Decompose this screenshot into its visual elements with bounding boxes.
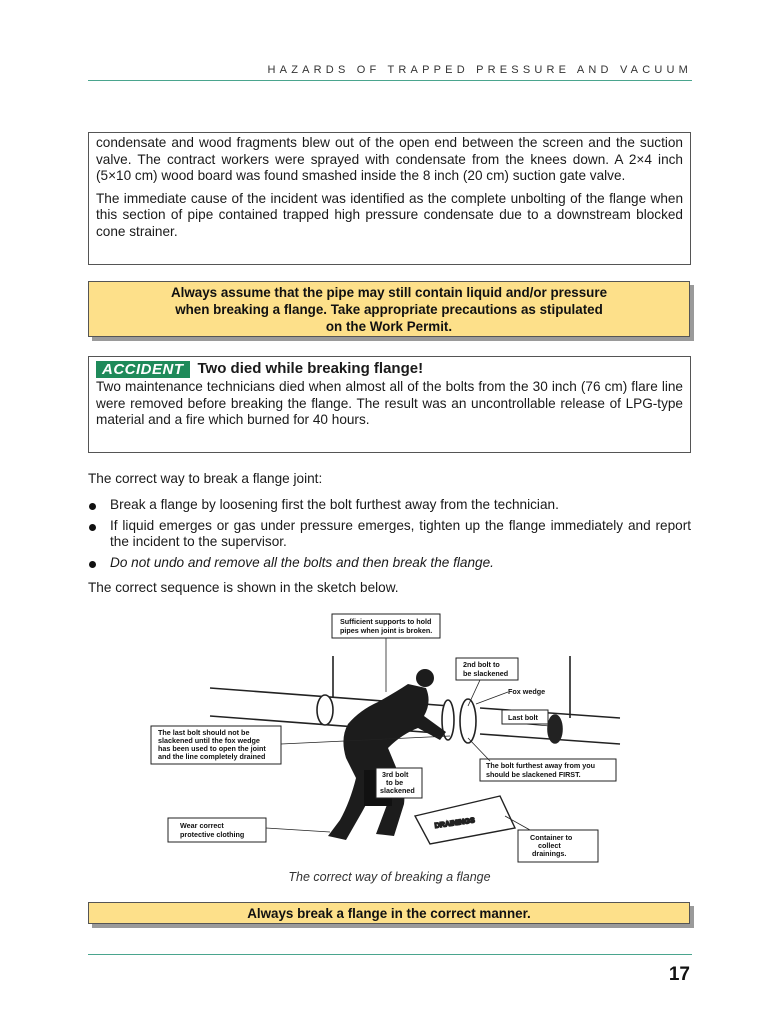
- label-fox-wedge: [508, 687, 545, 696]
- svg-text:Container to: Container to: [530, 833, 573, 842]
- closing-callout-text: Always break a flange in the correct manner.: [247, 906, 531, 921]
- svg-text:2nd bolt to: 2nd bolt to: [463, 660, 500, 669]
- svg-text:be slackened: be slackened: [463, 669, 509, 678]
- label-protective-clothing: [168, 818, 266, 842]
- warning-callout: [88, 281, 690, 337]
- svg-text:and the line completely draine: and the line completely drained: [158, 752, 266, 761]
- figure-caption: The correct way of breaking a flange: [288, 870, 491, 884]
- svg-text:slackened: slackened: [380, 786, 415, 795]
- svg-text:Wear correct: Wear correct: [180, 821, 224, 830]
- sequence-note: The correct sequence is shown in the sketch below.: [88, 580, 399, 595]
- svg-text:Fox wedge: Fox wedge: [508, 687, 546, 696]
- closing-callout: [88, 902, 690, 924]
- flange-breaking-sketch: [150, 606, 630, 866]
- svg-text:to be: to be: [386, 778, 404, 787]
- accident-text: Two maintenance technicians died when almost all of the bolts from the 30 inch (76 cm) flare line were removed before breaking the flange. The result was an uncontrollable release of LPG-type material and a fire which burned for 40 hours.: [96, 379, 683, 428]
- running-header: HAZARDS OF TRAPPED PRESSURE AND VACUUM: [267, 64, 692, 76]
- svg-text:Sufficient supports to hold: Sufficient supports to hold: [340, 617, 432, 626]
- page-number: 17: [668, 964, 690, 985]
- svg-text:slackened until the fox wedge: slackened until the fox wedge: [158, 736, 260, 745]
- bullet-icon: [89, 503, 96, 510]
- accident-badge: ACCIDENT: [96, 361, 190, 378]
- label-container: [518, 830, 598, 862]
- warning-callout-line-1: Always assume that the pipe may still contain liquid and/or pressure: [170, 285, 608, 300]
- svg-text:protective clothing: protective clothing: [180, 830, 245, 839]
- procedure-intro: The correct way to break a flange joint:: [88, 471, 323, 486]
- list-item: If liquid emerges or gas under pressure emerges, tighten up the flange immediately and report the incident to the supervisor.: [88, 518, 691, 551]
- accident-title: Two died while breaking flange!: [197, 360, 424, 378]
- warning-callout-line-2: when breaking a flange. Take appropriate precautions as stipulated: [175, 302, 603, 317]
- svg-text:Last bolt: Last bolt: [508, 713, 538, 722]
- procedure-list: [88, 497, 691, 575]
- footer-rule: [88, 954, 692, 955]
- accident-box: [88, 356, 691, 453]
- drainings-label: DRAININGS: [434, 815, 476, 830]
- incident-paragraph-2: The immediate cause of the incident was identified as the complete unbolting of the flange when this section of pipe contained trapped high pressure condensate due to a downstream blocked cone strainer.: [96, 190, 683, 239]
- label-last-bolt-note: [151, 726, 281, 764]
- label-third-bolt: [376, 768, 422, 798]
- label-last-bolt: [502, 710, 548, 724]
- list-item: Break a flange by loosening first the bolt furthest away from the technician.: [88, 497, 691, 514]
- svg-text:drainings.: drainings.: [532, 849, 567, 858]
- header-rule: [88, 80, 692, 81]
- svg-text:The last bolt should not be: The last bolt should not be: [158, 728, 250, 737]
- incident-continuation-box: [88, 132, 691, 265]
- accident-header: [96, 361, 683, 378]
- label-second-bolt: [456, 658, 518, 680]
- svg-text:pipes when joint is broken.: pipes when joint is broken.: [340, 626, 433, 635]
- svg-text:should be slackened FIRST.: should be slackened FIRST.: [486, 770, 581, 779]
- warning-callout-line-3: on the Work Permit.: [325, 319, 453, 334]
- svg-text:collect: collect: [538, 841, 561, 850]
- svg-text:has been used to open the join: has been used to open the joint: [158, 744, 266, 753]
- bullet-icon: [89, 561, 96, 568]
- label-supports: [332, 614, 440, 638]
- label-furthest-bolt: [480, 759, 616, 781]
- bullet-icon: [89, 524, 96, 531]
- incident-paragraph-1: condensate and wood fragments blew out of the open end between the screen and the suction valve. The contract workers were sprayed with condensate from the knees down. A 2×4 inch (5×10 cm) wood board was found smashed inside the 8 inch (20 cm) suction gate valve.: [96, 135, 683, 184]
- svg-text:The bolt furthest away from yo: The bolt furthest away from you: [486, 761, 596, 770]
- svg-text:3rd bolt: 3rd bolt: [382, 770, 409, 779]
- list-item: Do not undo and remove all the bolts and then break the flange.: [88, 555, 691, 572]
- drainings-container: [415, 796, 515, 844]
